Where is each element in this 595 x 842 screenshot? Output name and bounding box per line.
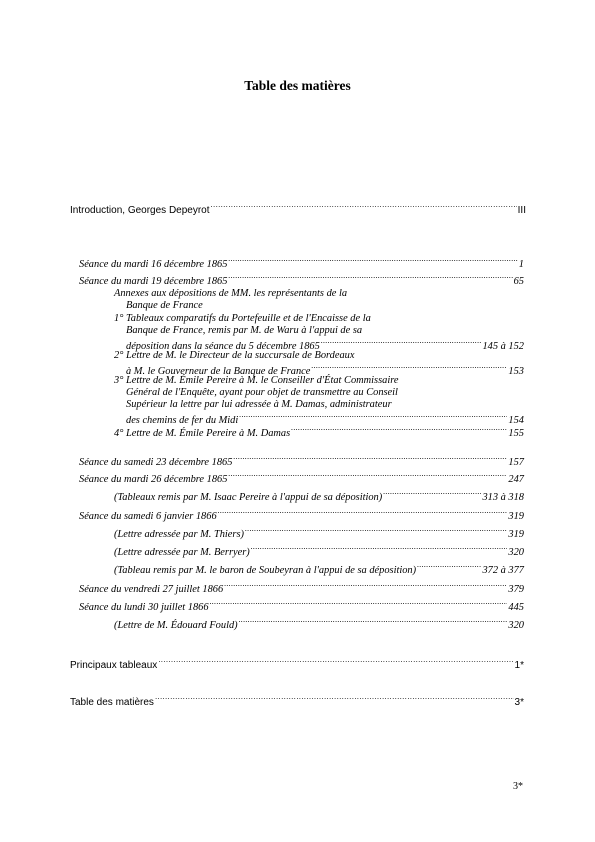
toc-label: (Lettre de M. Édouard Fould) bbox=[114, 620, 238, 631]
toc-page: 1* bbox=[514, 660, 524, 671]
toc-label: Séance du samedi 6 janvier 1866 bbox=[79, 511, 217, 522]
toc-label: des chemins de fer du Midi bbox=[126, 415, 239, 426]
toc-entry-principaux[interactable] bbox=[70, 656, 524, 672]
toc-label: Séance du vendredi 27 juillet 1866 bbox=[79, 584, 224, 595]
dot-leader bbox=[218, 507, 508, 519]
toc-page: 319 bbox=[508, 529, 524, 540]
toc-entry-session[interactable] bbox=[79, 580, 524, 596]
toc-page: 153 bbox=[508, 366, 524, 377]
toc-page: 445 bbox=[508, 602, 524, 613]
dot-leader bbox=[239, 616, 508, 628]
dot-leader bbox=[228, 272, 512, 284]
annex-item-line: Général de l'Enquête, ayant pour objet de transmettre au Conseil bbox=[126, 387, 398, 398]
dot-leader bbox=[311, 362, 507, 374]
dot-leader bbox=[239, 411, 507, 423]
toc-page: 154 bbox=[508, 415, 524, 426]
toc-entry-annex[interactable] bbox=[114, 525, 524, 541]
toc-entry-annex[interactable] bbox=[114, 616, 524, 632]
dot-leader bbox=[383, 488, 481, 500]
toc-entry-introduction[interactable] bbox=[70, 201, 526, 217]
toc-page: 247 bbox=[508, 474, 524, 485]
toc-page: 145 à 152 bbox=[482, 341, 524, 352]
toc-page: 1 bbox=[518, 259, 524, 270]
toc-page: 3* bbox=[514, 697, 524, 708]
toc-label: Séance du mardi 19 décembre 1865 bbox=[79, 276, 228, 287]
toc-label: (Lettre adressée par M. Berryer) bbox=[114, 547, 250, 558]
toc-label: Introduction, Georges Depeyrot bbox=[70, 205, 210, 216]
dot-leader bbox=[158, 656, 513, 668]
dot-leader bbox=[417, 561, 481, 573]
page-title: Table des matières bbox=[244, 78, 351, 93]
dot-leader bbox=[233, 453, 507, 465]
toc-entry-session[interactable] bbox=[79, 255, 524, 271]
dot-leader bbox=[210, 598, 508, 610]
dot-leader bbox=[155, 693, 514, 705]
toc-label: Séance du samedi 23 décembre 1865 bbox=[79, 457, 233, 468]
toc-page: 155 bbox=[508, 428, 524, 439]
dot-leader bbox=[245, 525, 507, 537]
toc-page: 65 bbox=[513, 276, 524, 287]
toc-label: Table des matières bbox=[70, 697, 154, 708]
annex-heading-line: Banque de France bbox=[126, 300, 203, 311]
toc-entry-table[interactable] bbox=[70, 693, 524, 709]
dot-leader bbox=[211, 201, 517, 213]
toc-label: (Tableaux remis par M. Isaac Pereire à l'appui de sa déposition) bbox=[114, 492, 383, 503]
toc-page: 157 bbox=[508, 457, 524, 468]
dot-leader bbox=[228, 470, 507, 482]
toc-page: 372 à 377 bbox=[482, 565, 524, 576]
toc-label: déposition dans la séance du 5 décembre 1865 bbox=[126, 341, 320, 352]
toc-page: 320 bbox=[508, 547, 524, 558]
toc-label: 4° Lettre de M. Émile Pereire à M. Damas bbox=[114, 428, 291, 439]
dot-leader bbox=[228, 255, 517, 267]
annex-item-line: 1° Tableaux comparatifs du Portefeuille et de l'Encaisse de la bbox=[114, 313, 371, 324]
toc-page: 319 bbox=[508, 511, 524, 522]
toc-label: (Tableau remis par M. le baron de Soubeyran à l'appui de sa déposition) bbox=[114, 565, 417, 576]
toc-entry-session[interactable] bbox=[79, 507, 524, 523]
toc-entry-annex[interactable] bbox=[114, 561, 524, 577]
toc-entry-session[interactable] bbox=[79, 272, 524, 288]
page-number: 3* bbox=[513, 781, 523, 792]
toc-page: 320 bbox=[508, 620, 524, 631]
toc-label: Séance du mardi 26 décembre 1865 bbox=[79, 474, 228, 485]
toc-page: 379 bbox=[508, 584, 524, 595]
annex-item-line: 3° Lettre de M. Émile Pereire à M. le Conseiller d'État Commissaire bbox=[114, 375, 399, 386]
toc-label: Séance du lundi 30 juillet 1866 bbox=[79, 602, 209, 613]
dot-leader bbox=[251, 543, 508, 555]
dot-leader bbox=[224, 580, 507, 592]
annex-heading-line: Annexes aux dépositions de MM. les représentants de la bbox=[114, 288, 348, 299]
toc-entry-annex[interactable] bbox=[114, 488, 524, 504]
dot-leader bbox=[321, 337, 482, 349]
toc-entry-session[interactable] bbox=[79, 598, 524, 614]
toc-entry-annex[interactable] bbox=[114, 543, 524, 559]
annex-item-line: Supérieur la lettre par lui adressée à M. Damas, administrateur bbox=[126, 399, 392, 410]
toc-label: à M. le Gouverneur de la Banque de France bbox=[126, 366, 311, 377]
toc-entry-annex[interactable] bbox=[114, 424, 524, 440]
dot-leader bbox=[291, 424, 507, 436]
annex-item-line: Banque de France, remis par M. de Waru à l'appui de sa bbox=[126, 325, 363, 336]
toc-page: III bbox=[517, 205, 526, 216]
annex-item-line: 2° Lettre de M. le Directeur de la succursale de Bordeaux bbox=[114, 350, 355, 361]
toc-page: 313 à 318 bbox=[482, 492, 524, 503]
toc-label: (Lettre adressée par M. Thiers) bbox=[114, 529, 244, 540]
toc-entry-session[interactable] bbox=[79, 453, 524, 469]
toc-label: Séance du mardi 16 décembre 1865 bbox=[79, 259, 228, 270]
toc-entry-session[interactable] bbox=[79, 470, 524, 486]
toc-label: Principaux tableaux bbox=[70, 660, 158, 671]
